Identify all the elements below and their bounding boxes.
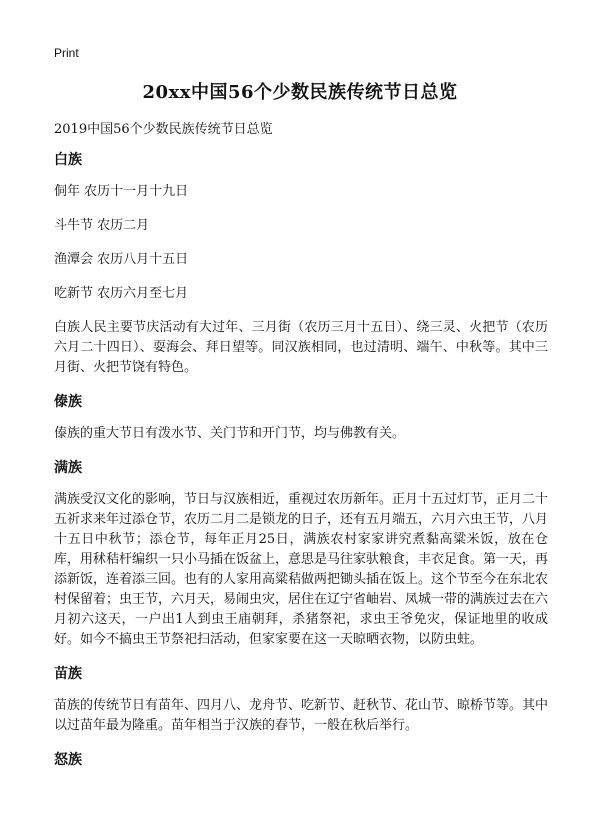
section-paragraph: 白族人民主要节庆活动有大过年、三月街（农历三月十五日）、绕三灵、火把节（农历六月二十四日）、耍海会、拜日望等。同汉族相同，也过清明、端午、中秋等。其中三月街、火把节饶有特色。 bbox=[54, 320, 548, 375]
festival-line: 吃新节 农历六月至七月 bbox=[54, 286, 189, 301]
document-subtitle: 2019中国56个少数民族传统节日总览 bbox=[54, 122, 273, 137]
section-miao bbox=[54, 664, 548, 736]
section-dai bbox=[54, 392, 548, 444]
section-heading: 白族 bbox=[54, 152, 82, 168]
page-title: 20xx中国56个少数民族传统节日总览 bbox=[142, 82, 458, 103]
festival-line: 渔潭会 农历八月十五日 bbox=[54, 252, 189, 267]
section-paragraph: 傣族的重大节日有泼水节、关门节和开门节，均与佛教有关。 bbox=[54, 426, 406, 441]
section-paragraph: 苗族的传统节日有苗年、四月八、龙舟节、吃新节、赶秋节、花山节、晾桥节等。其中以过苗年最为隆重。苗年相当于汉族的春节，一般在秋后举行。 bbox=[54, 698, 549, 733]
print-link[interactable]: Print bbox=[54, 46, 79, 60]
festival-line: 斗牛节 农历二月 bbox=[54, 218, 150, 233]
section-heading: 苗族 bbox=[54, 666, 82, 682]
section-bai bbox=[54, 150, 548, 378]
section-heading: 怒族 bbox=[54, 752, 82, 768]
section-heading: 傣族 bbox=[54, 394, 82, 410]
section-heading: 满族 bbox=[54, 460, 82, 476]
section-manchu bbox=[54, 458, 548, 650]
section-paragraph: 满族受汉文化的影响，节日与汉族相近，重视过农历新年。正月十五过灯节，正月二十五祈求来年过添仓节，农历二月二是锁龙的日子，还有五月端五，六月六虫王节，八月十五日中秋节；添仓节，每年正月25日，满族农村家家讲究煮黏高粱米饭，放在仓库，用秫秸杆编织一只小马插在饭盆上，意思是马往家驮粮食，丰衣足食。第一天，再添新饭，连着添三回。也有的人家用高粱秸做两把锄头插在饭上。这个节至今在东北农村保留着；虫王节，六月天，易闹虫灾，居住在辽宁省岫岩、凤城一带的满族过去在六月初六这天，一户出1人到虫王庙朝拜，杀猪祭祀，求虫王爷免灾，保证地里的收成好。如今不搞虫王节祭祀扫活动，但家家要在这一天晾晒衣物，以防虫蛀。 bbox=[54, 492, 549, 647]
document-body bbox=[54, 120, 548, 782]
festival-line: 侗年 农历十一月十九日 bbox=[54, 184, 189, 199]
section-nu bbox=[54, 750, 548, 770]
